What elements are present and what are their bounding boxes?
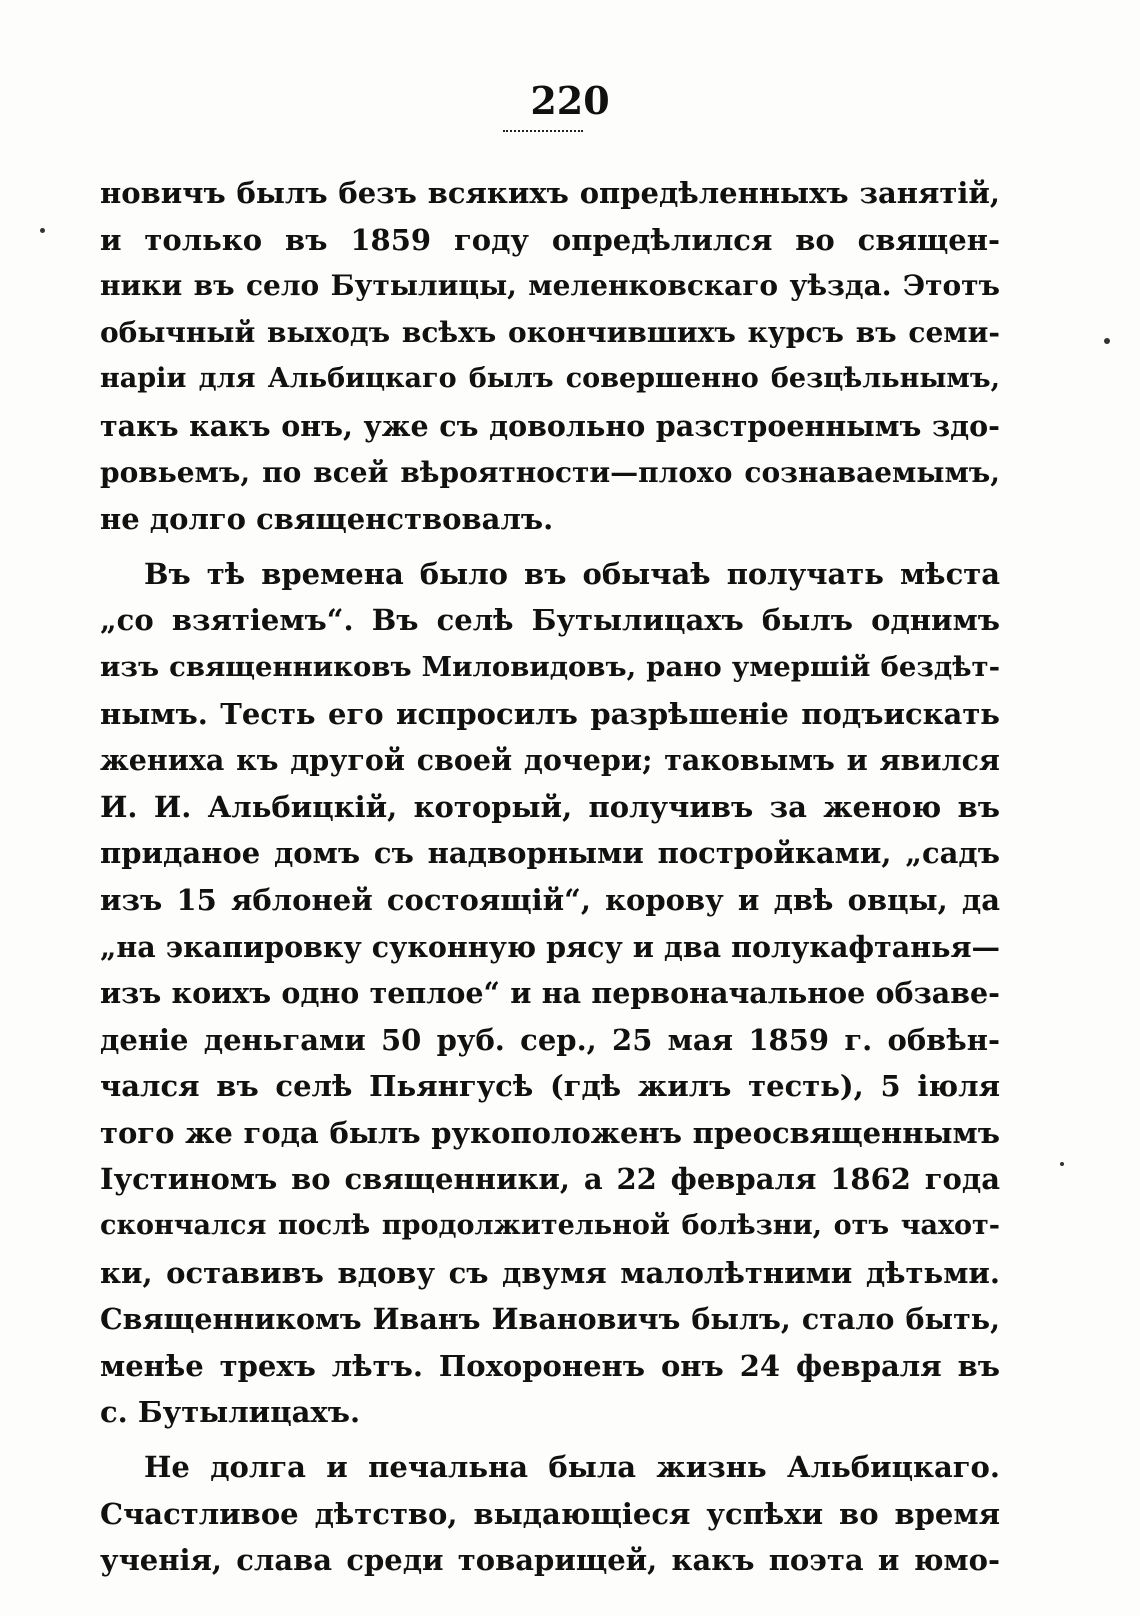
text-line: менѣе трехъ лѣтъ. Похороненъ онъ 24 февраля въ [100,1348,1000,1383]
text-line: ученія, слава среди товарищей, какъ поэта и юмо- [100,1543,1000,1578]
text-line: нымъ. Тесть его испросилъ разрѣшеніе подъискать [100,696,1000,731]
text-line: Іустиномъ во священники, а 22 февраля 1862 года [100,1162,1000,1197]
ink-speck [1060,1162,1064,1166]
text-line: Священникомъ Иванъ Ивановичъ былъ, стало быть, [100,1302,1000,1337]
page-number-underline [503,130,583,132]
page-number: 220 [530,78,610,123]
text-line: наріи для Альбицкаго былъ совершенно безцѣльнымъ, [100,363,1000,395]
text-line: приданое домъ съ надворными постройками, „садъ [100,836,1000,871]
text-line: ровьемъ, по всей вѣроятности—плохо сознаваемымъ, [100,455,1000,489]
paragraph-2 [100,551,1000,1436]
text-line: деніе деньгами 50 руб. сер., 25 мая 1859 г. обвѣн- [100,1022,1000,1057]
text-line: изъ 15 яблоней состоящій“, корову и двѣ овцы, да [100,882,1000,917]
text-line: того же года былъ рукоположенъ преосвященнымъ [100,1115,1000,1150]
text-line: такъ какъ онъ, уже съ довольно разстроеннымъ здо- [100,408,1000,443]
text-line: Въ тѣ времена было въ обычаѣ получать мѣста [144,556,1000,591]
text-line: „со взятіемъ“. Въ селѣ Бутылицахъ былъ однимъ [100,603,1000,638]
ink-speck [40,228,45,233]
text-line: изъ священниковъ Миловидовъ, рано умершій бездѣт- [100,650,1000,683]
text-line: Счастливое дѣтство, выдающіеся успѣхи во время [100,1496,1000,1531]
text-line: с. Бутылицахъ. [100,1395,361,1430]
ink-speck [1104,338,1110,344]
paragraph-1 [100,170,1000,543]
text-line: Не долга и печальна была жизнь Альбицкаго. [144,1450,1000,1485]
text-line: жениха къ другой своей дочери; таковымъ и явился [100,743,1000,778]
text-line: изъ коихъ одно теплое“ и на первоначальное обзаве- [100,976,1000,1011]
text-line: скончался послѣ продолжительной болѣзни, отъ чахот- [100,1210,1000,1242]
text-line: чался въ селѣ Пьянгусѣ (гдѣ жилъ тесть), 5 іюля [100,1069,1000,1104]
text-line: И. И. Альбицкій, который, получивъ за женою въ [100,789,1000,824]
text-line: не долго священствовалъ. [100,502,554,537]
text-line: „на экапировку суконную рясу и два полукафтанья— [100,929,1000,964]
body-text [100,170,1000,1584]
text-line: и только въ 1859 году опредѣлился во священ- [100,222,1000,257]
text-line: ники въ село Бутылицы, меленковскаго уѣзда. Этотъ [100,269,1000,303]
paragraph-3 [100,1444,1000,1584]
text-line: обычный выходъ всѣхъ окончившихъ курсъ въ семи- [100,315,1000,349]
text-line: новичъ былъ безъ всякихъ опредѣленныхъ занятій, [100,176,1000,210]
text-line: ки, оставивъ вдову съ двумя малолѣтними дѣтьми. [100,1255,1000,1290]
